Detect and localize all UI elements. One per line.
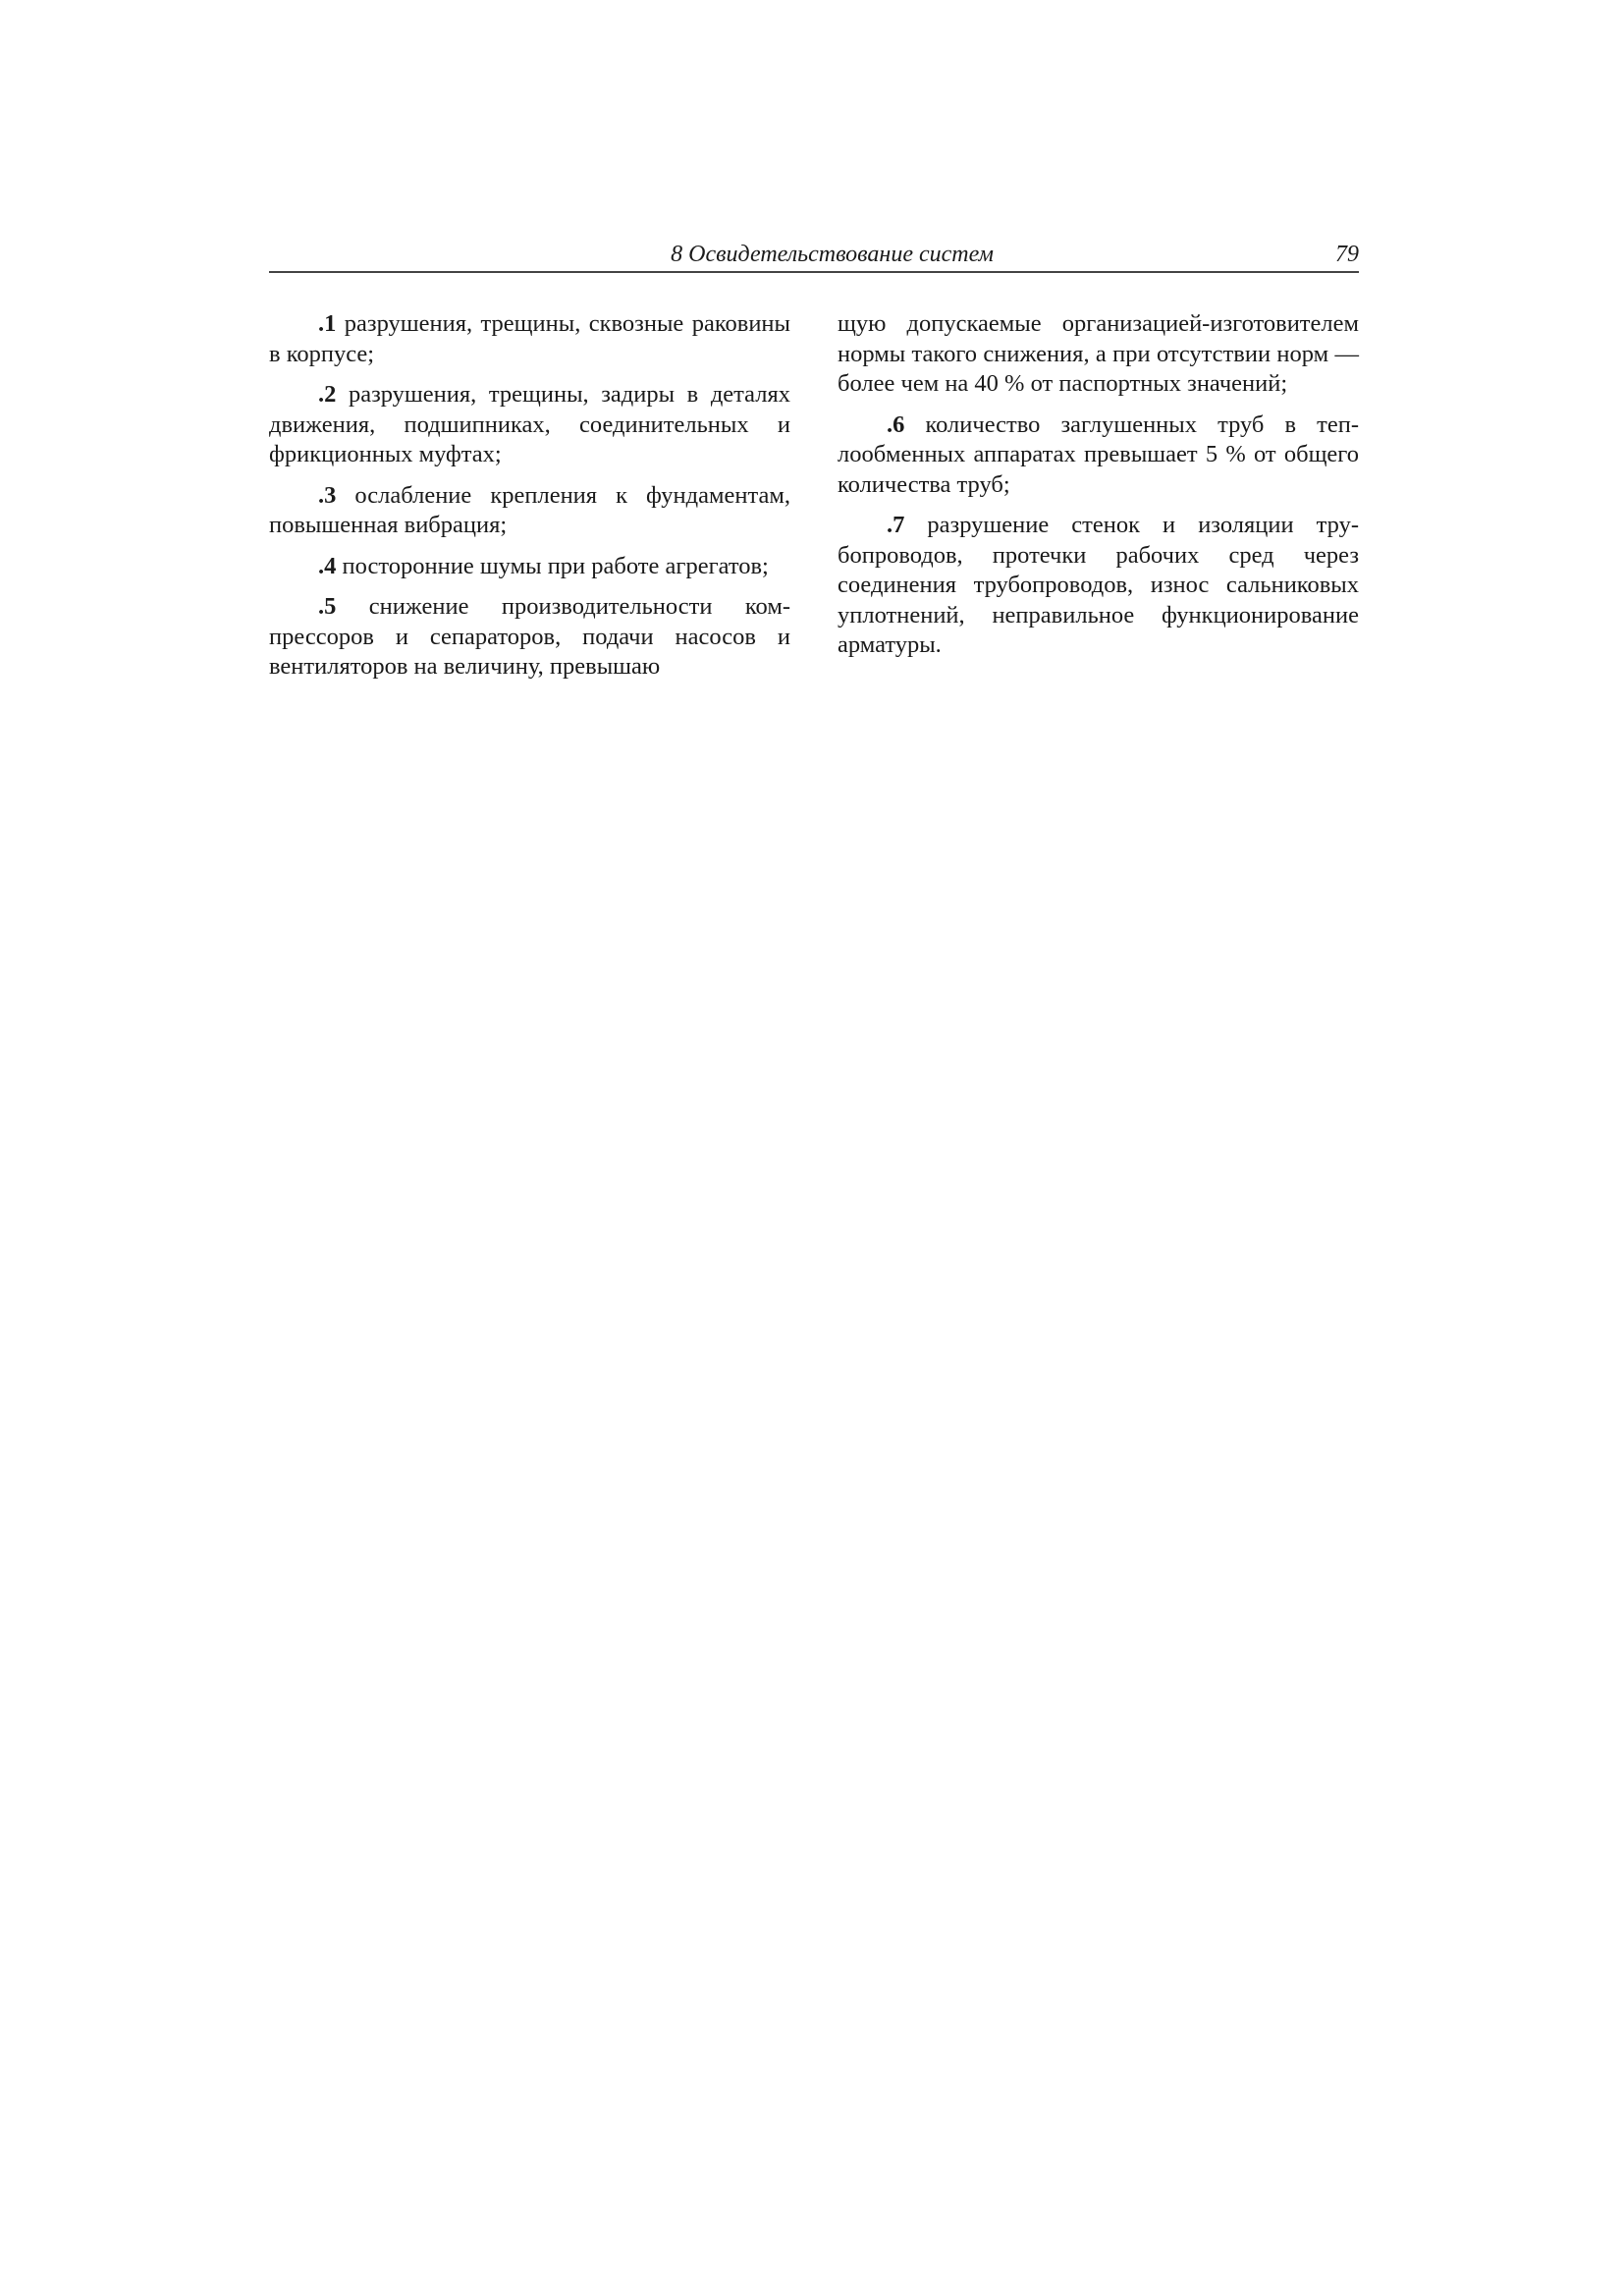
left-column bbox=[269, 309, 790, 693]
item-text: разрушение стенок и изоляции трубопроводов, протечки рабочих сред через соединения трубопроводов, износ сальниковых уплотнений, неправильное функционирование арматуры. bbox=[838, 512, 1360, 658]
list-item bbox=[838, 511, 1359, 661]
item-text: разрушения, трещины, задиры в деталях движения, подшипниках, соединительных и фрикционных муфтах; bbox=[269, 381, 790, 467]
item-number: .7 bbox=[887, 512, 905, 538]
running-header bbox=[269, 238, 1359, 273]
list-item bbox=[269, 309, 790, 369]
item-number: .3 bbox=[318, 481, 337, 509]
item-text: ослабление крепления к фундаментам, повышенная вибрация; bbox=[269, 481, 790, 538]
list-item bbox=[838, 410, 1359, 501]
right-column bbox=[838, 309, 1359, 672]
list-item bbox=[269, 380, 790, 470]
list-item bbox=[269, 481, 790, 541]
list-item bbox=[269, 552, 790, 582]
item-number: .1 bbox=[318, 310, 337, 337]
item-text: снижение производительности компрессоров и сепараторов, подачи насосов и вентиляторов на величину, превышаю bbox=[269, 593, 790, 680]
item-number: .6 bbox=[887, 410, 905, 438]
page-number: 79 bbox=[1335, 242, 1359, 267]
item-number: .4 bbox=[318, 552, 337, 579]
item-number: .2 bbox=[318, 381, 337, 408]
item-text: посторонние шумы при работе агрегатов; bbox=[342, 552, 769, 579]
item-text: разрушения, трещины, сквозные раковины в корпусе; bbox=[269, 310, 791, 367]
item-text: количество заглушенных труб в теплообменных аппаратах превышает 5 % от общего количества труб; bbox=[838, 410, 1359, 498]
item-number: .5 bbox=[318, 593, 337, 620]
continued-paragraph: щую допускаемые организацией-изготовителем нормы такого снижения, а при отсутствии норм — более чем на 40 % от паспортных значений; bbox=[838, 310, 1359, 397]
section-title: 8 Освидетельствование систем bbox=[671, 242, 994, 267]
list-item bbox=[269, 592, 790, 683]
